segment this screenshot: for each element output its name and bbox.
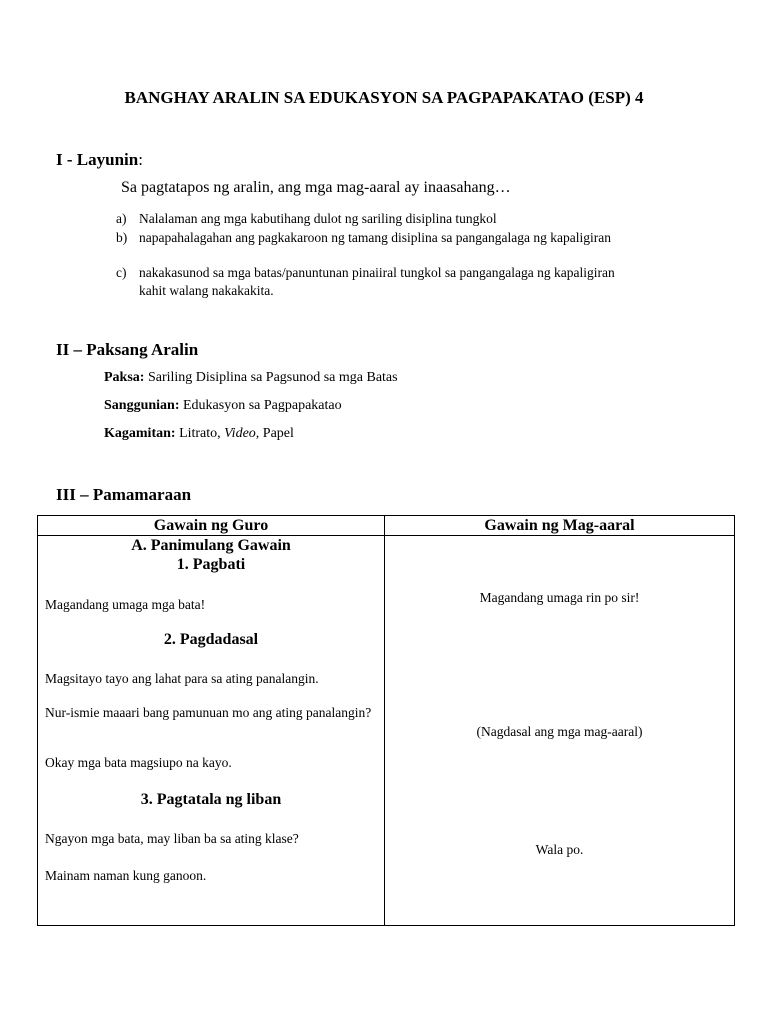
paksa-value: Sariling Disiplina sa Pagsunod sa mga Batas xyxy=(147,370,398,385)
kagamitan-line xyxy=(104,426,294,442)
kagamitan-item: Video xyxy=(224,426,256,441)
magaaral-liban-text: Wala po. xyxy=(535,842,584,857)
magaaral-pagbati-text: Magandang umaga rin po sir! xyxy=(479,590,640,605)
layunin-heading-text: I - Layunin xyxy=(56,150,139,169)
guro-dasal-text-2: Nur-ismie maaari bang pamunuan mo ang ating panalangin? xyxy=(45,705,372,720)
table-row xyxy=(38,536,735,926)
guro-liban-text-1: Ngayon mga bata, may liban ba sa ating klase? xyxy=(45,831,299,846)
kagamitan-separator: , xyxy=(217,426,225,441)
kagamitan-separator: , xyxy=(255,426,263,441)
pamamaraan-heading: III – Pamamaraan xyxy=(56,485,192,504)
guro-pagbati-text: Magandang umaga mga bata! xyxy=(45,597,206,612)
paksa-label: Paksa: xyxy=(104,370,145,385)
guro-cell xyxy=(38,536,385,926)
sanggunian-value: Edukasyon sa Pagpapakatao xyxy=(182,398,342,413)
objective-marker: a) xyxy=(116,211,127,226)
document-title: BANGHAY ARALIN SA EDUKASYON SA PAGPAPAKATAO (ESP) 4 xyxy=(124,88,644,107)
objective-text: nakakasunod sa mga batas/panuntunan pinaiiral tungkol sa pangangalaga ng kapaligiran kahit walang nakakakita. xyxy=(139,265,615,298)
column-header-magaaral: Gawain ng Mag-aaral xyxy=(385,516,735,536)
objectives-list xyxy=(116,210,616,310)
kagamitan-item: Litrato xyxy=(179,426,218,441)
paksang-aralin-heading: II – Paksang Aralin xyxy=(56,340,199,359)
magaaral-cell xyxy=(385,536,735,926)
paksa-line xyxy=(104,370,398,386)
column-header-guro: Gawain ng Guro xyxy=(38,516,385,536)
kagamitan-label: Kagamitan: xyxy=(104,426,176,441)
step-pagbati-heading: 1. Pagbati xyxy=(176,556,246,573)
step-pagtatala-heading: 3. Pagtatala ng liban xyxy=(140,791,282,808)
sanggunian-label: Sanggunian: xyxy=(104,398,180,413)
objective-text: napapahalagahan ang pagkakaroon ng tamang disiplina sa pangangalaga ng kapaligiran xyxy=(139,230,611,245)
layunin-heading xyxy=(56,150,143,170)
procedure-table xyxy=(37,515,735,926)
magaaral-dasal-text: (Nagdasal ang mga mag-aaral) xyxy=(476,724,643,739)
section-a-heading: A. Panimulang Gawain xyxy=(131,537,291,554)
objective-text: Nalalaman ang mga kabutihang dulot ng sariling disiplina tungkol xyxy=(139,211,497,226)
guro-dasal-text-1: Magsitayo tayo ang lahat para sa ating panalangin. xyxy=(45,671,319,686)
guro-dasal-text-3: Okay mga bata magsiupo na kayo. xyxy=(45,755,232,770)
step-pagdadasal-heading: 2. Pagdadasal xyxy=(163,631,259,648)
kagamitan-item: Papel xyxy=(262,426,294,441)
sanggunian-line xyxy=(104,398,342,414)
table-header-row xyxy=(38,516,735,536)
layunin-intro: Sa pagtatapos ng aralin, ang mga mag-aaral ay inaasahang… xyxy=(121,179,511,196)
guro-liban-text-2: Mainam naman kung ganoon. xyxy=(45,868,207,883)
layunin-heading-colon: : xyxy=(138,150,143,169)
objective-marker: c) xyxy=(116,265,127,280)
objective-marker: b) xyxy=(116,230,128,245)
